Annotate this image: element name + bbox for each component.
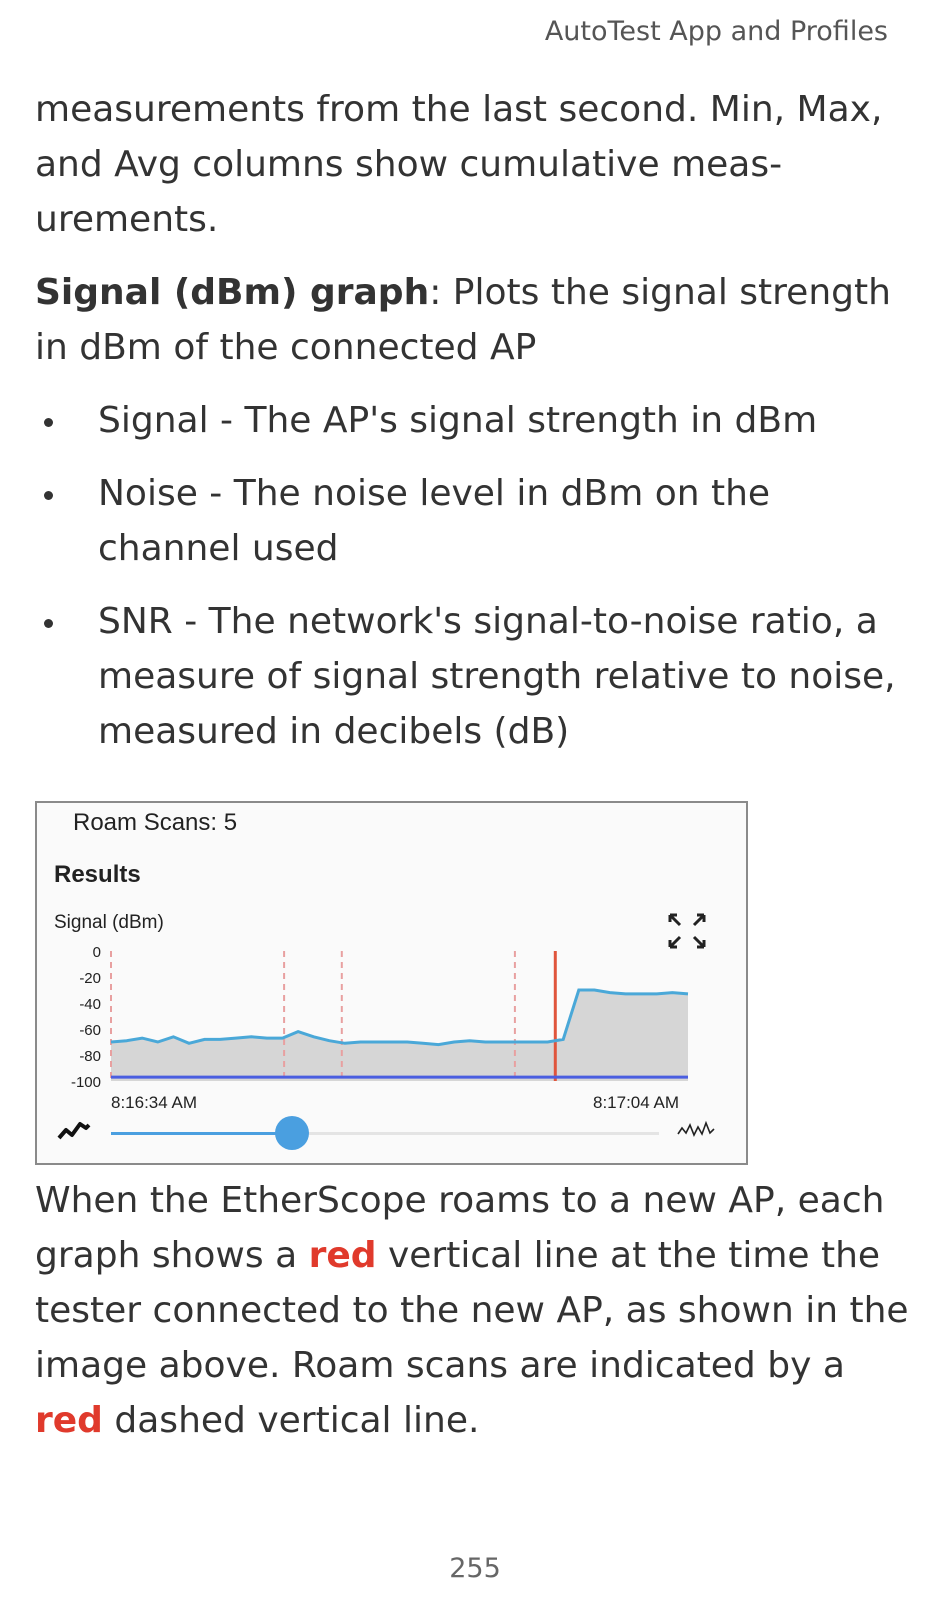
bullet-text: Signal - The AP's signal strength in dBm: [98, 400, 818, 441]
y-tick-label: -40: [79, 996, 101, 1013]
closing-text-2: vertical line at the time the tester connected to the new AP, as shown in the image above. Roam scans are indicated by a: [35, 1235, 909, 1386]
results-heading: Results: [54, 861, 141, 888]
roam-scans-value: 5: [223, 809, 238, 836]
y-tick-label: 0: [92, 944, 101, 961]
signal-graph-text: : Plots the signal strength in dBm of the connected AP: [35, 272, 891, 368]
bullet-item: [35, 393, 915, 448]
y-tick-label: -60: [79, 1022, 101, 1039]
signal-graph-term: Signal (dBm) graph: [35, 272, 430, 313]
chart-title: Signal (dBm): [54, 912, 164, 933]
signal-trend-icon[interactable]: [57, 1118, 91, 1144]
closing-text-3: dashed vertical line.: [102, 1400, 480, 1441]
noise-wave-icon[interactable]: [677, 1119, 717, 1141]
red-word-2: red: [35, 1400, 103, 1441]
page-number: 255: [449, 1553, 501, 1584]
intro-paragraph: measurements from the last second. Min, Max, and Avg columns show cumulative measurements.: [35, 89, 883, 240]
bullet-text: SNR - The network's signal-to-noise ratio, a measure of signal strength relative to noise, measured in decibels (dB): [98, 601, 896, 752]
signal-graph-paragraph: [35, 265, 915, 375]
slider-thumb[interactable]: [275, 1116, 309, 1150]
y-tick-label: -20: [79, 970, 101, 987]
x-start-label: 8:16:34 AM: [111, 1093, 198, 1112]
results-screenshot: [35, 801, 748, 1165]
bullet-text: Noise - The noise level in dBm on the channel used: [98, 473, 771, 569]
running-header: AutoTest App and Profiles: [544, 16, 888, 47]
timeline-slider[interactable]: [111, 1132, 659, 1135]
red-word-1: red: [308, 1235, 377, 1276]
y-tick-label: -80: [79, 1048, 101, 1065]
bullet-list: [35, 393, 915, 777]
slider-fill: [111, 1132, 292, 1135]
bullet-icon: [44, 491, 53, 500]
bullet-item: [35, 594, 915, 759]
x-end-label: 8:17:04 AM: [593, 1093, 680, 1112]
bullet-icon: [44, 619, 53, 628]
closing-text-1: When the EtherScope roams to a new AP, each graph shows a: [35, 1180, 885, 1276]
bullet-item: [35, 466, 915, 576]
closing-paragraph: [35, 1173, 915, 1448]
bullet-icon: [44, 418, 53, 427]
y-tick-label: -100: [70, 1074, 101, 1091]
signal-area: [111, 990, 688, 1081]
roam-scans-label: Roam Scans:: [73, 809, 218, 836]
